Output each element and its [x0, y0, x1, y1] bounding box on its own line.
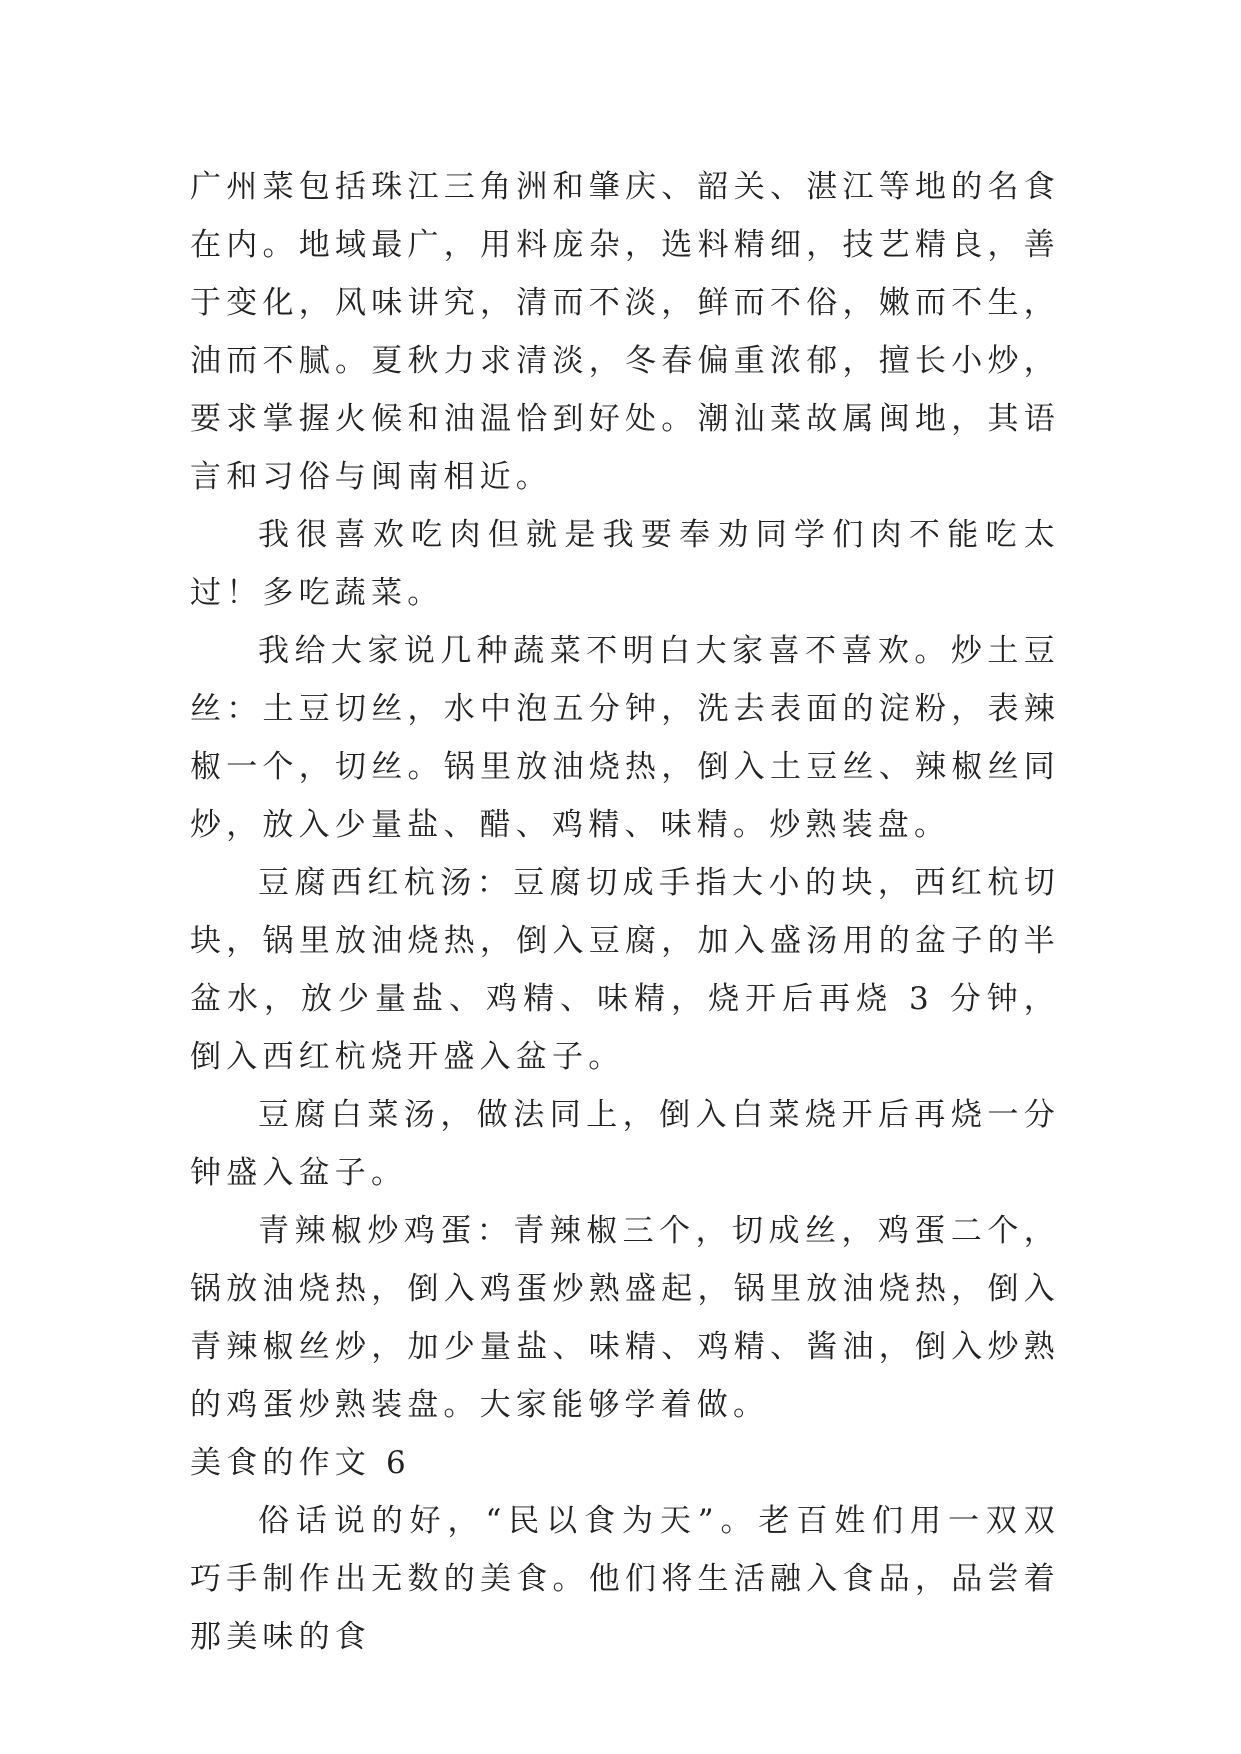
paragraph-eat-vegetables: 我很喜欢吃肉但就是我要奉劝同学们肉不能吃太过！多吃蔬菜。 — [190, 517, 1060, 611]
paragraph-fried-potato-shreds: 我给大家说几种蔬菜不明白大家喜不喜欢。炒土豆丝：土豆切丝，水中泡五分钟，洗去表面的淀粉，表辣椒一个，切丝。锅里放油烧热，倒入土豆丝、辣椒丝同炒，放入少量盐、醋、鸡精、味精。炒熟装盘。 — [190, 633, 1060, 843]
document-body — [190, 158, 1060, 1666]
section-heading: 美食的作文 6 — [190, 1445, 411, 1481]
paragraph-food-is-heaven: 俗话说的好，“民以食为天”。老百姓们用一双双巧手制作出无数的美食。他们将生活融入食品，品尝着那美味的食 — [190, 1503, 1060, 1655]
paragraph-guangzhou-cuisine: 广州菜包括珠江三角洲和肇庆、韶关、湛江等地的名食在内。地域最广，用料庞杂，选料精细，技艺精良，善于变化，风味讲究，清而不淡，鲜而不俗，嫩而不生，油而不腻。夏秋力求清淡，冬春偏重浓郁，擅长小炒，要求掌握火候和油温恰到好处。潮汕菜故属闽地，其语言和习俗与闽南相近。 — [190, 169, 1060, 495]
paragraph-tofu-cabbage-soup: 豆腐白菜汤，做法同上，倒入白菜烧开后再烧一分钟盛入盆子。 — [190, 1097, 1060, 1191]
paragraph-pepper-fried-egg: 青辣椒炒鸡蛋：青辣椒三个，切成丝，鸡蛋二个，锅放油烧热，倒入鸡蛋炒熟盛起，锅里放油烧热，倒入青辣椒丝炒，加少量盐、味精、鸡精、酱油，倒入炒熟的鸡蛋炒熟装盘。大家能够学着做。 — [190, 1213, 1060, 1423]
paragraph-tofu-tomato-soup: 豆腐西红杭汤：豆腐切成手指大小的块，西红杭切块，锅里放油烧热，倒入豆腐，加入盛汤用的盆子的半盆水，放少量盐、鸡精、味精，烧开后再烧 3 分钟，倒入西红杭烧开盛入盆子。 — [190, 865, 1060, 1075]
